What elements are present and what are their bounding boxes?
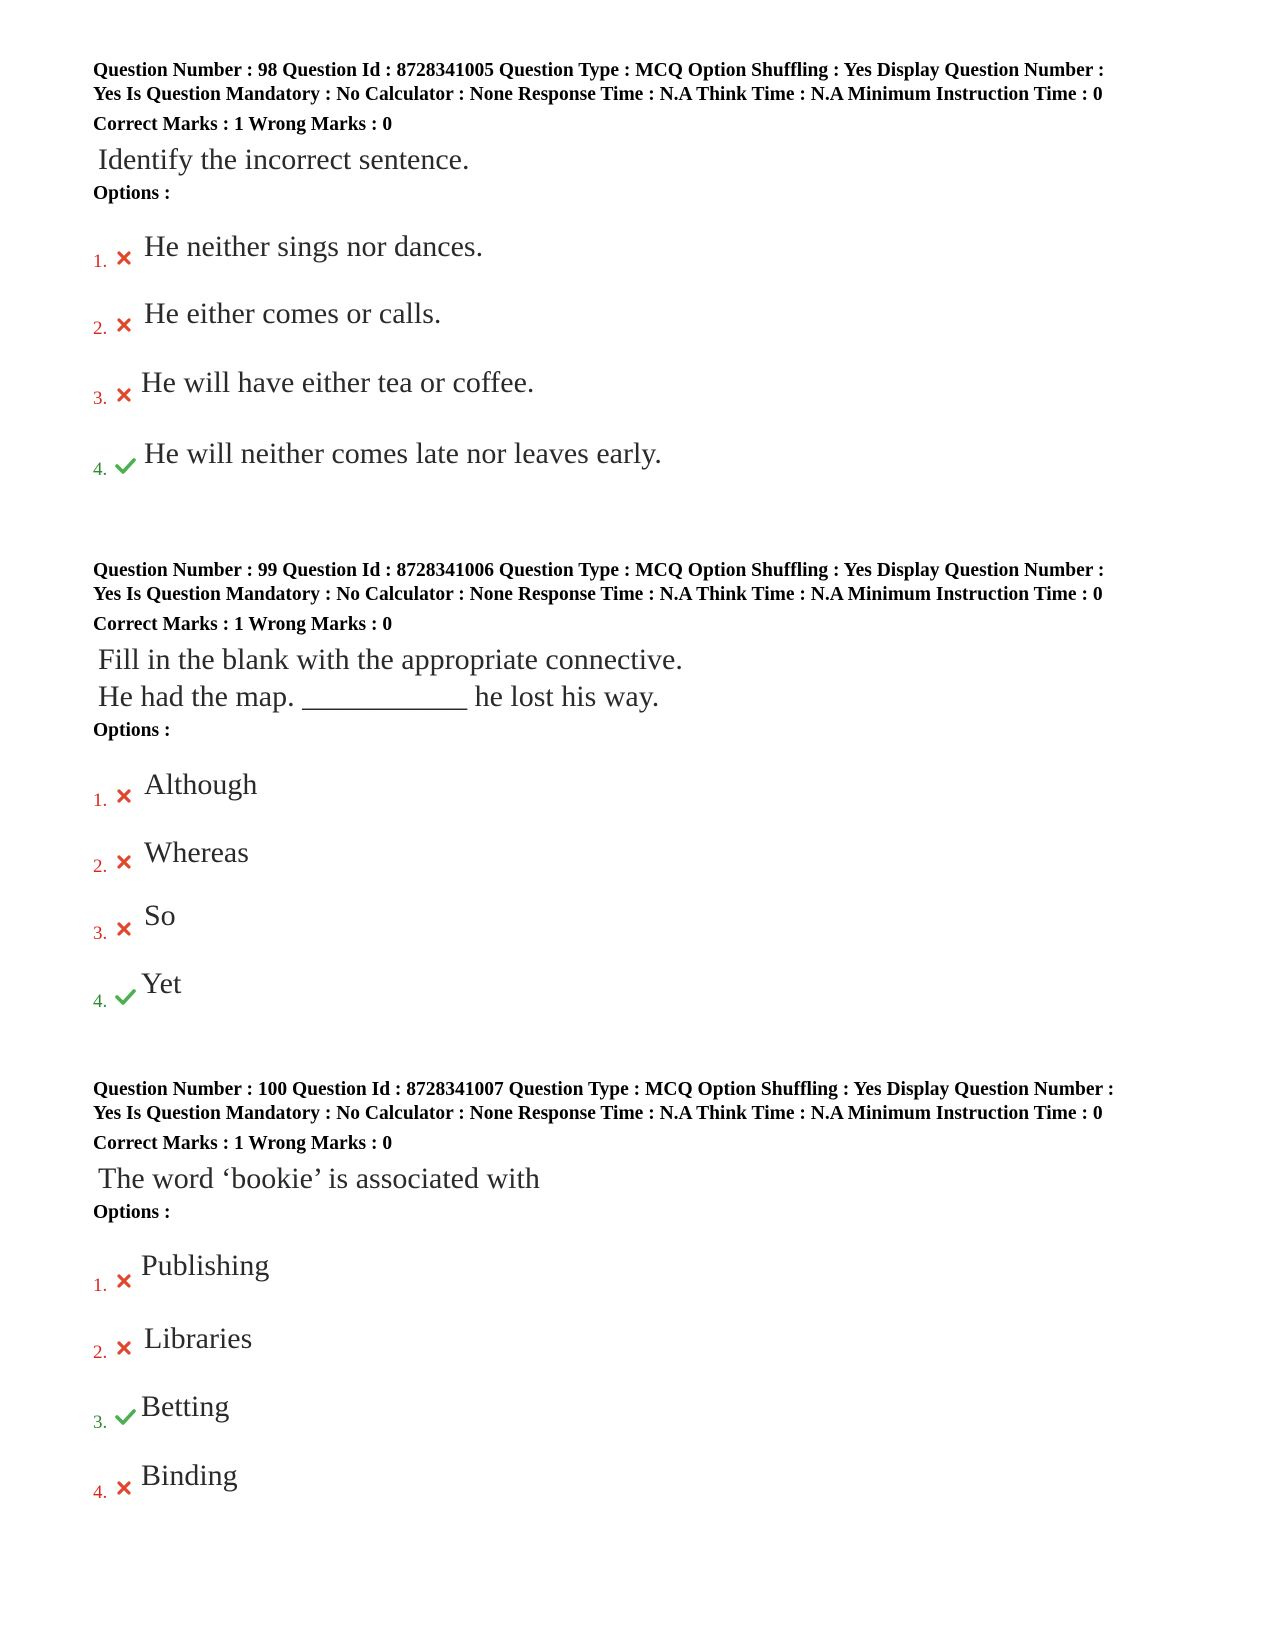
cross-icon	[115, 386, 133, 404]
option-number: 2.	[93, 856, 108, 877]
cross-icon	[115, 249, 133, 267]
cross-icon	[115, 316, 133, 334]
option-text: Binding	[141, 1459, 238, 1492]
question-text	[93, 1160, 1173, 1197]
option-2	[93, 836, 993, 893]
option-number: 1.	[93, 1275, 108, 1296]
option-text: Publishing	[141, 1249, 270, 1282]
check-icon	[115, 457, 136, 475]
options-label: Options :	[93, 183, 171, 204]
option-text: Although	[144, 768, 258, 801]
cross-icon	[115, 853, 133, 871]
question-text-line: Identify the incorrect sentence.	[98, 143, 470, 176]
option-number: 4.	[93, 991, 108, 1012]
option-number: 1.	[93, 251, 108, 272]
option-text: Betting	[141, 1390, 230, 1423]
option-3	[93, 899, 993, 961]
cross-icon	[115, 787, 133, 805]
question-marks: Correct Marks : 1 Wrong Marks : 0	[93, 1133, 393, 1154]
option-text: So	[144, 899, 176, 932]
cross-icon	[115, 1479, 133, 1497]
option-number: 3.	[93, 923, 108, 944]
question-99	[93, 559, 1173, 1019]
option-1	[93, 768, 993, 827]
option-3	[93, 366, 993, 427]
cross-icon	[115, 1339, 133, 1357]
option-number: 4.	[93, 459, 108, 480]
question-text	[93, 641, 1173, 715]
option-text: He will have either tea or coffee.	[141, 366, 535, 399]
option-text: Whereas	[144, 836, 249, 869]
option-number: 3.	[93, 1412, 108, 1433]
option-number: 1.	[93, 790, 108, 811]
option-4	[93, 1459, 993, 1518]
option-text: He either comes or calls.	[144, 297, 442, 330]
question-text-line: Fill in the blank with the appropriate connective.	[98, 643, 683, 676]
question-text	[93, 141, 1173, 178]
cross-icon	[115, 920, 133, 938]
option-number: 3.	[93, 388, 108, 409]
question-meta: Question Number : 100 Question Id : 8728341007 Question Type : MCQ Option Shuffling : Yes Display Question Number : Yes Is Question Mandatory : No Calculator : None Response Time : N.A Think Time : N.A Minimum Instruction Time : 0	[93, 1079, 1115, 1124]
option-2	[93, 297, 993, 357]
question-text-line: The word ‘bookie’ is associated with	[98, 1162, 540, 1195]
option-number: 2.	[93, 1342, 108, 1363]
option-text: He neither sings nor dances.	[144, 230, 484, 263]
question-text-line: He had the map. ___________ he lost his way.	[98, 680, 660, 713]
option-number: 2.	[93, 318, 108, 339]
option-1	[93, 230, 993, 289]
check-icon	[115, 1408, 136, 1426]
options-label: Options :	[93, 720, 171, 741]
cross-icon	[115, 1272, 133, 1290]
question-marks: Correct Marks : 1 Wrong Marks : 0	[93, 614, 393, 635]
check-icon	[115, 988, 136, 1006]
option-text: Libraries	[144, 1322, 253, 1355]
option-text: He will neither comes late nor leaves early.	[144, 437, 662, 470]
option-text: Yet	[141, 967, 182, 1000]
option-4	[93, 967, 993, 1029]
question-100	[93, 1078, 1173, 1548]
question-meta: Question Number : 98 Question Id : 8728341005 Question Type : MCQ Option Shuffling : Yes Display Question Number : Yes Is Question Mandatory : No Calculator : None Response Time : N.A Think Time : N.A Minimum Instruction Time : 0	[93, 60, 1105, 105]
option-1	[93, 1249, 993, 1312]
question-98	[93, 59, 1173, 499]
question-meta: Question Number : 99 Question Id : 8728341006 Question Type : MCQ Option Shuffling : Yes Display Question Number : Yes Is Question Mandatory : No Calculator : None Response Time : N.A Think Time : N.A Minimum Instruction Time : 0	[93, 560, 1105, 605]
options-label: Options :	[93, 1202, 171, 1223]
option-3	[93, 1390, 993, 1448]
option-2	[93, 1322, 993, 1380]
option-4	[93, 437, 993, 497]
question-marks: Correct Marks : 1 Wrong Marks : 0	[93, 114, 393, 135]
option-number: 4.	[93, 1482, 108, 1503]
